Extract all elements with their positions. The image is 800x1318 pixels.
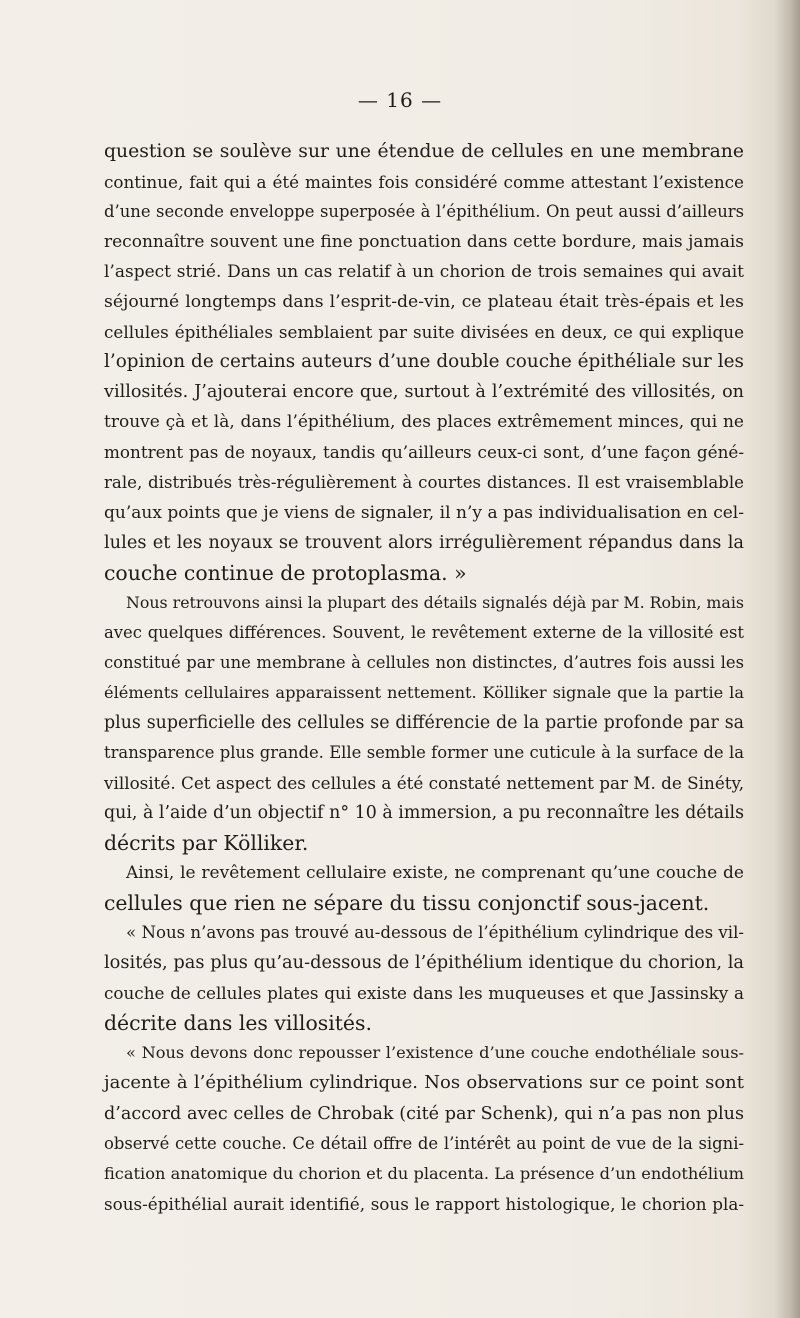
text-line: transparence plus grande. Elle semble former une cuticule à la surface de la [104, 742, 744, 762]
text-line: villosité. Cet aspect des cellules a été constaté nettement par M. de Sinéty, [104, 772, 745, 793]
text-line: fication anatomique du chorion et du placenta. La présence d’un endothélium [104, 1163, 744, 1183]
text-line: qui, à l’aide d’un objectif n° 10 à immersion, a pu reconnaître les détails [104, 803, 744, 824]
text-line: couche continue de protoplasma. » [104, 560, 467, 585]
text-line: montrent pas de noyaux, tandis qu’ailleurs ceux-ci sont, d’une façon géné- [104, 442, 744, 463]
body-text [104, 137, 744, 1219]
text-line: « Nous n’avons pas trouvé au-dessous de l’épithélium cylindrique des vil- [126, 923, 744, 943]
text-line: observé cette couche. Ce détail offre de l’intérêt au point de vue de la signi- [104, 1133, 744, 1153]
text-line: rale, distribués très-régulièrement à courtes distances. Il est vraisemblable [104, 472, 744, 492]
text-line: d’une seconde enveloppe superposée à l’épithélium. On peut aussi d’ailleurs [104, 202, 744, 222]
text-line: cellules épithéliales semblaient par suite divisées en deux, ce qui explique [104, 322, 744, 343]
text-line: continue, fait qui a été maintes fois considéré comme attestant l’existence [104, 172, 744, 193]
text-line: villosités. J’ajouterai encore que, surtout à l’extrémité des villosités, on [104, 382, 744, 403]
text-line: éléments cellulaires apparaissent nettement. Kölliker signale que la partie la [104, 682, 744, 702]
text-line: plus superficielle des cellules se différencie de la partie profonde par sa [104, 712, 744, 733]
text-line: Nous retrouvons ainsi la plupart des détails signalés déjà par M. Robin, mais [126, 592, 744, 612]
text-line: séjourné longtemps dans l’esprit-de-vin, ce plateau était très-épais et les [104, 292, 744, 313]
text-line: couche de cellules plates qui existe dans les muqueuses et que Jassinsky a [104, 983, 744, 1004]
text-line: lules et les noyaux se trouvent alors irrégulièrement répandus dans la [104, 531, 744, 553]
text-line: décrite dans les villosités. [104, 1011, 372, 1036]
text-line: losités, pas plus qu’au-dessous de l’épithélium identique du chorion, la [104, 952, 744, 974]
text-line: décrits par Kölliker. [104, 831, 309, 856]
text-line: sous-épithélial aurait identifié, sous le rapport histologique, le chorion pla- [104, 1193, 744, 1214]
text-line: l’aspect strié. Dans un cas relatif à un chorion de trois semaines qui avait [104, 262, 744, 283]
text-line: constitué par une membrane à cellules non distinctes, d’autres fois aussi les [104, 652, 744, 672]
text-line: question se soulève sur une étendue de cellules en une membrane [104, 141, 744, 162]
text-line: reconnaître souvent une fine ponctuation dans cette bordure, mais jamais [104, 232, 744, 253]
text-line: « Nous devons donc repousser l’existence d’une couche endothéliale sous- [126, 1043, 744, 1063]
text-line: avec quelques différences. Souvent, le revêtement externe de la villosité est [104, 622, 744, 642]
text-line: Ainsi, le revêtement cellulaire existe, ne comprenant qu’une couche de [126, 863, 744, 884]
page-number: — 16 — [357, 88, 443, 112]
text-line: d’accord avec celles de Chrobak (cité par Schenk), qui n’a pas non plus [104, 1103, 744, 1124]
text-line: qu’aux points que je viens de signaler, il n’y a pas individualisation en cel- [104, 502, 744, 523]
page-edge-shadow [774, 0, 800, 1318]
text-line: jacente à l’épithélium cylindrique. Nos observations sur ce point sont [104, 1072, 744, 1094]
text-line: cellules que rien ne sépare du tissu conjonctif sous-jacent. [104, 891, 710, 916]
text-line: l’opinion de certains auteurs d’une double couche épithéliale sur les [104, 351, 744, 373]
text-line: trouve çà et là, dans l’épithélium, des places extrêmement minces, qui ne [104, 412, 744, 433]
